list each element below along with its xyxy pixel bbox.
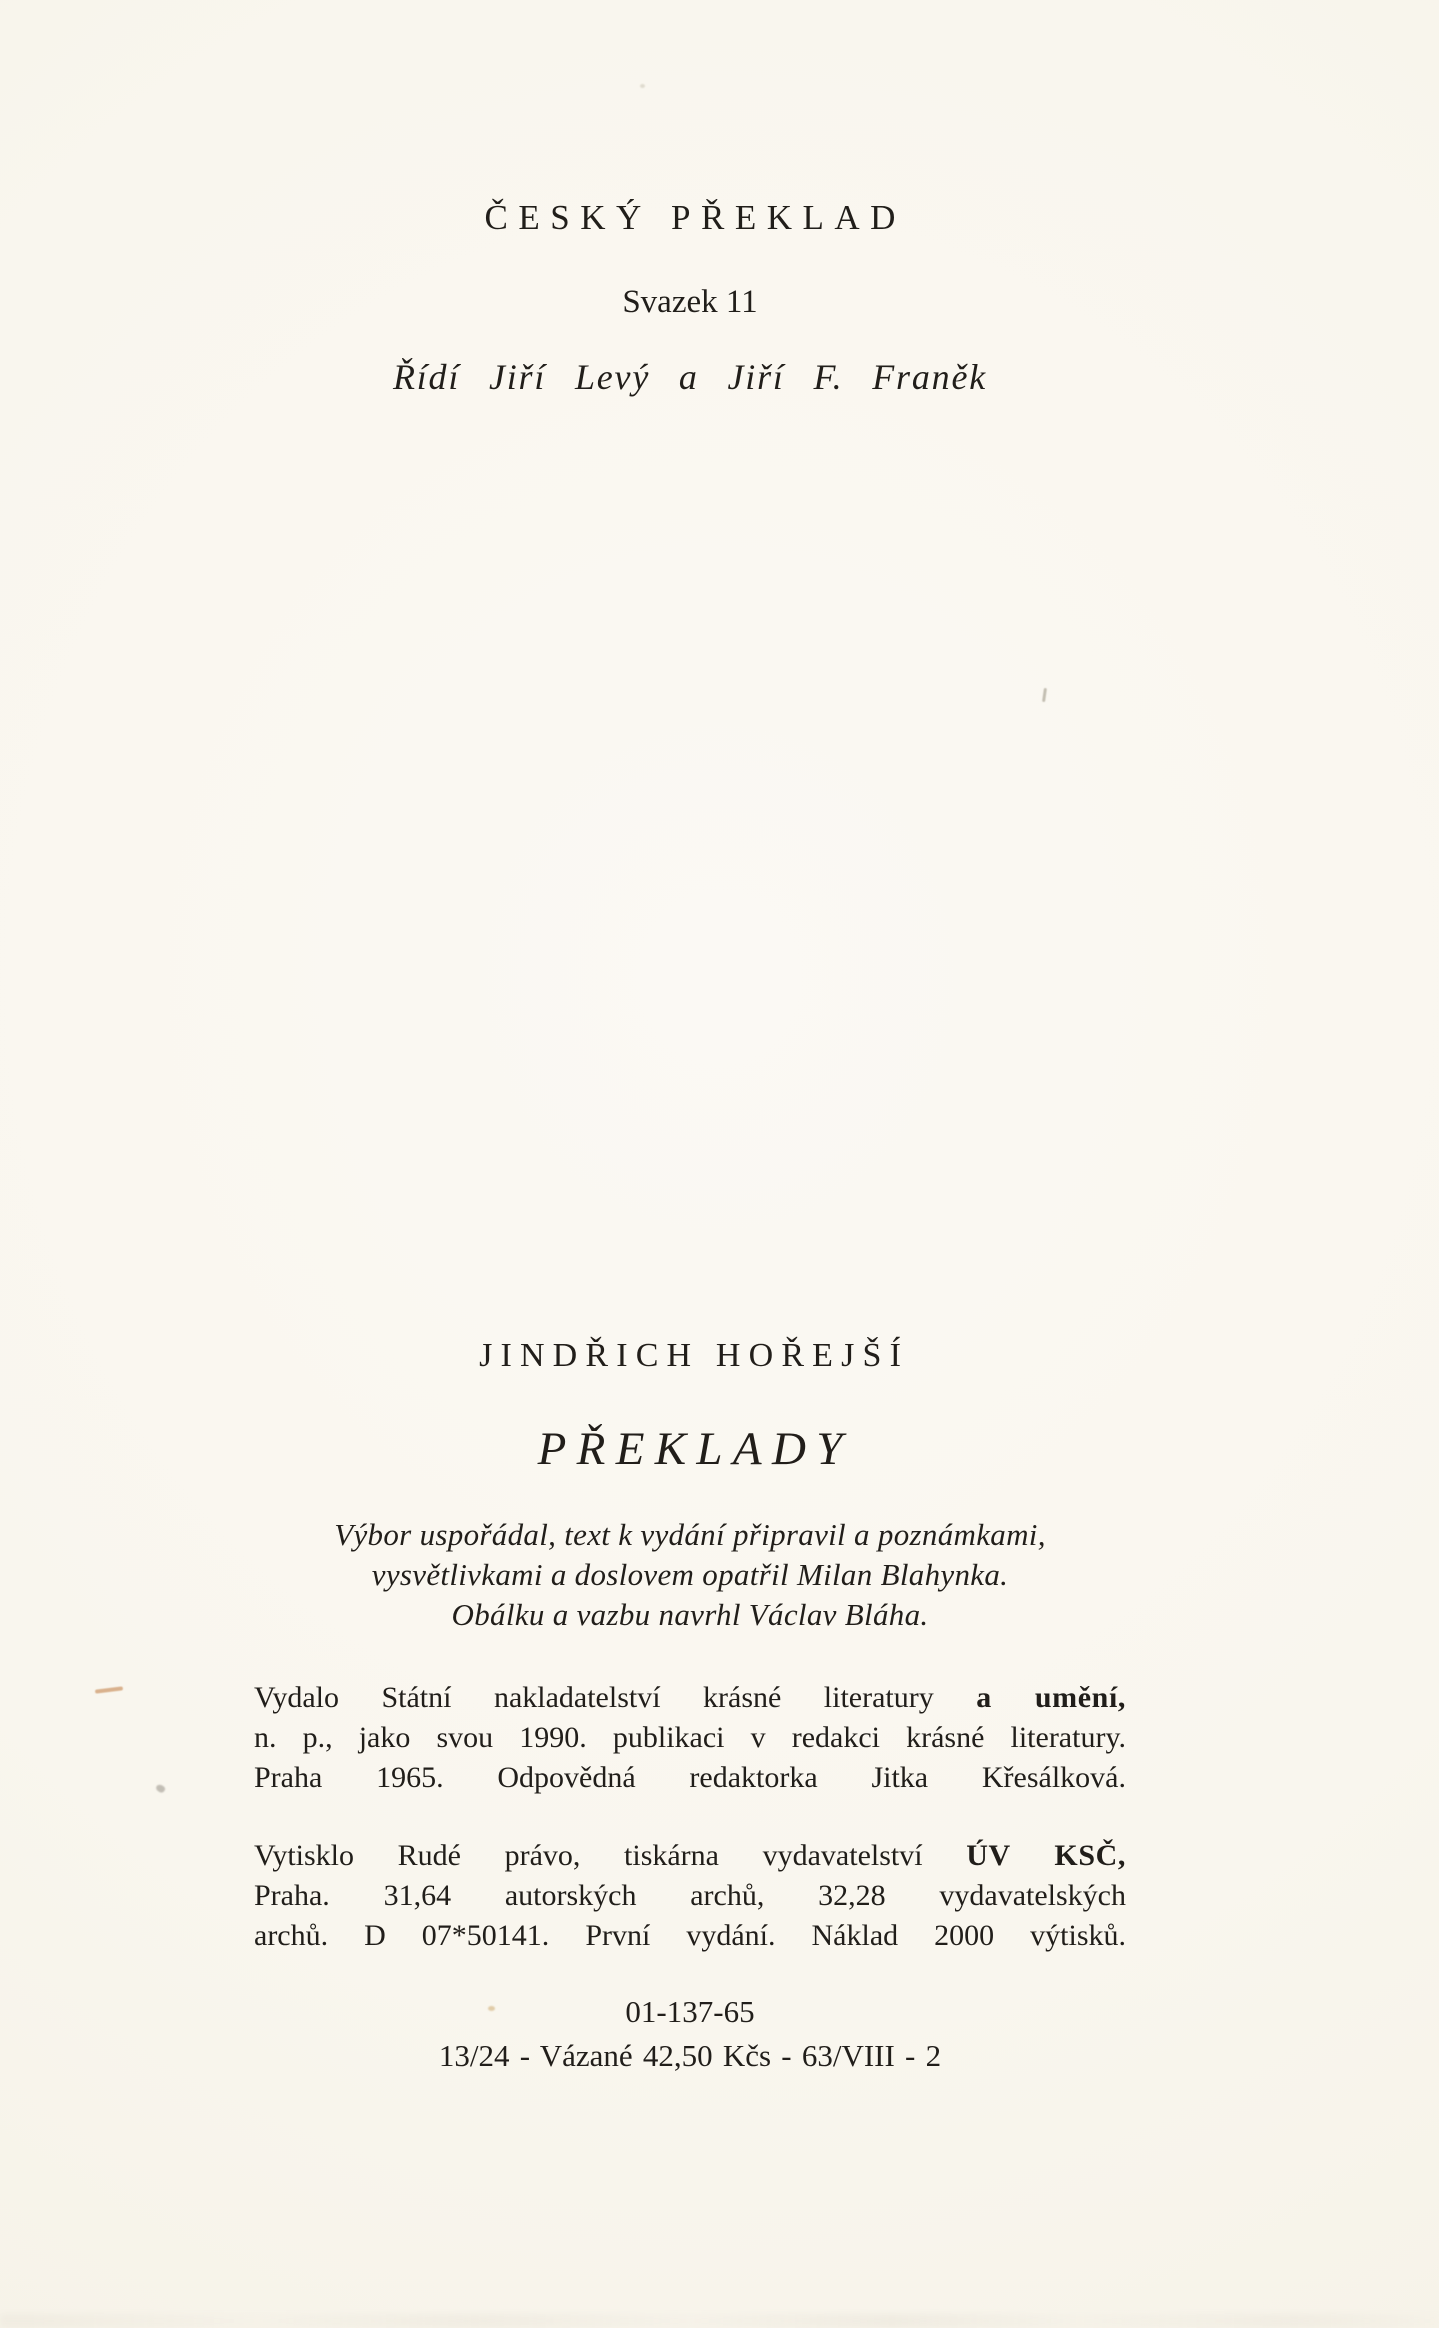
publisher-note-line [254, 1678, 1126, 1718]
printer-note-line: Praha. 31,64 autorských archů, 32,28 vydavatelských [254, 1879, 1126, 1912]
catalog-number: 01-137-65 [625, 1994, 755, 2029]
printer-emphasis: ÚV KSČ, [966, 1839, 1126, 1872]
printer-note [10, 1836, 1370, 1956]
author-name: JINDŘICH HOŘEJŠÍ [479, 1337, 910, 1374]
printer-text: Vytisklo Rudé právo, tiskárna vydavatelství [254, 1839, 967, 1872]
printer-note-line: archů. D 07*50141. První vydání. Náklad 2000 výtisků. [254, 1919, 1126, 1952]
publisher-emphasis: a umění, [976, 1681, 1126, 1714]
price-line: 13/24 - Vázané 42,50 Kčs - 63/VIII - 2 [438, 2038, 942, 2073]
volume-number: Svazek 11 [622, 284, 758, 320]
publisher-note-line: n. p., jako svou 1990. publikaci v redakci krásné literatury. [254, 1721, 1126, 1754]
publisher-text: Vydalo Státní nakladatelství krásné literatury [254, 1681, 977, 1714]
printer-note-line [254, 1836, 1126, 1876]
publisher-note [10, 1678, 1370, 1798]
edition-note [10, 1515, 1370, 1635]
edition-note-line: Obálku a vazbu navrhl Václav Bláha. [451, 1597, 929, 1632]
colophon-page [10, 0, 1370, 2328]
series-editors: Řídí Jiří Levý a Jiří F. Franěk [392, 357, 988, 397]
edition-note-line: vysvětlivkami a doslovem opatřil Milan Blahynka. [371, 1557, 1009, 1592]
series-title: ČESKÝ PŘEKLAD [484, 198, 906, 237]
edition-note-line: Výbor uspořádal, text k vydání připravil a poznámkami, [334, 1517, 1046, 1552]
book-title: PŘEKLADY [537, 1423, 853, 1475]
publisher-note-line: Praha 1965. Odpovědná redaktorka Jitka Křesálková. [254, 1761, 1126, 1794]
